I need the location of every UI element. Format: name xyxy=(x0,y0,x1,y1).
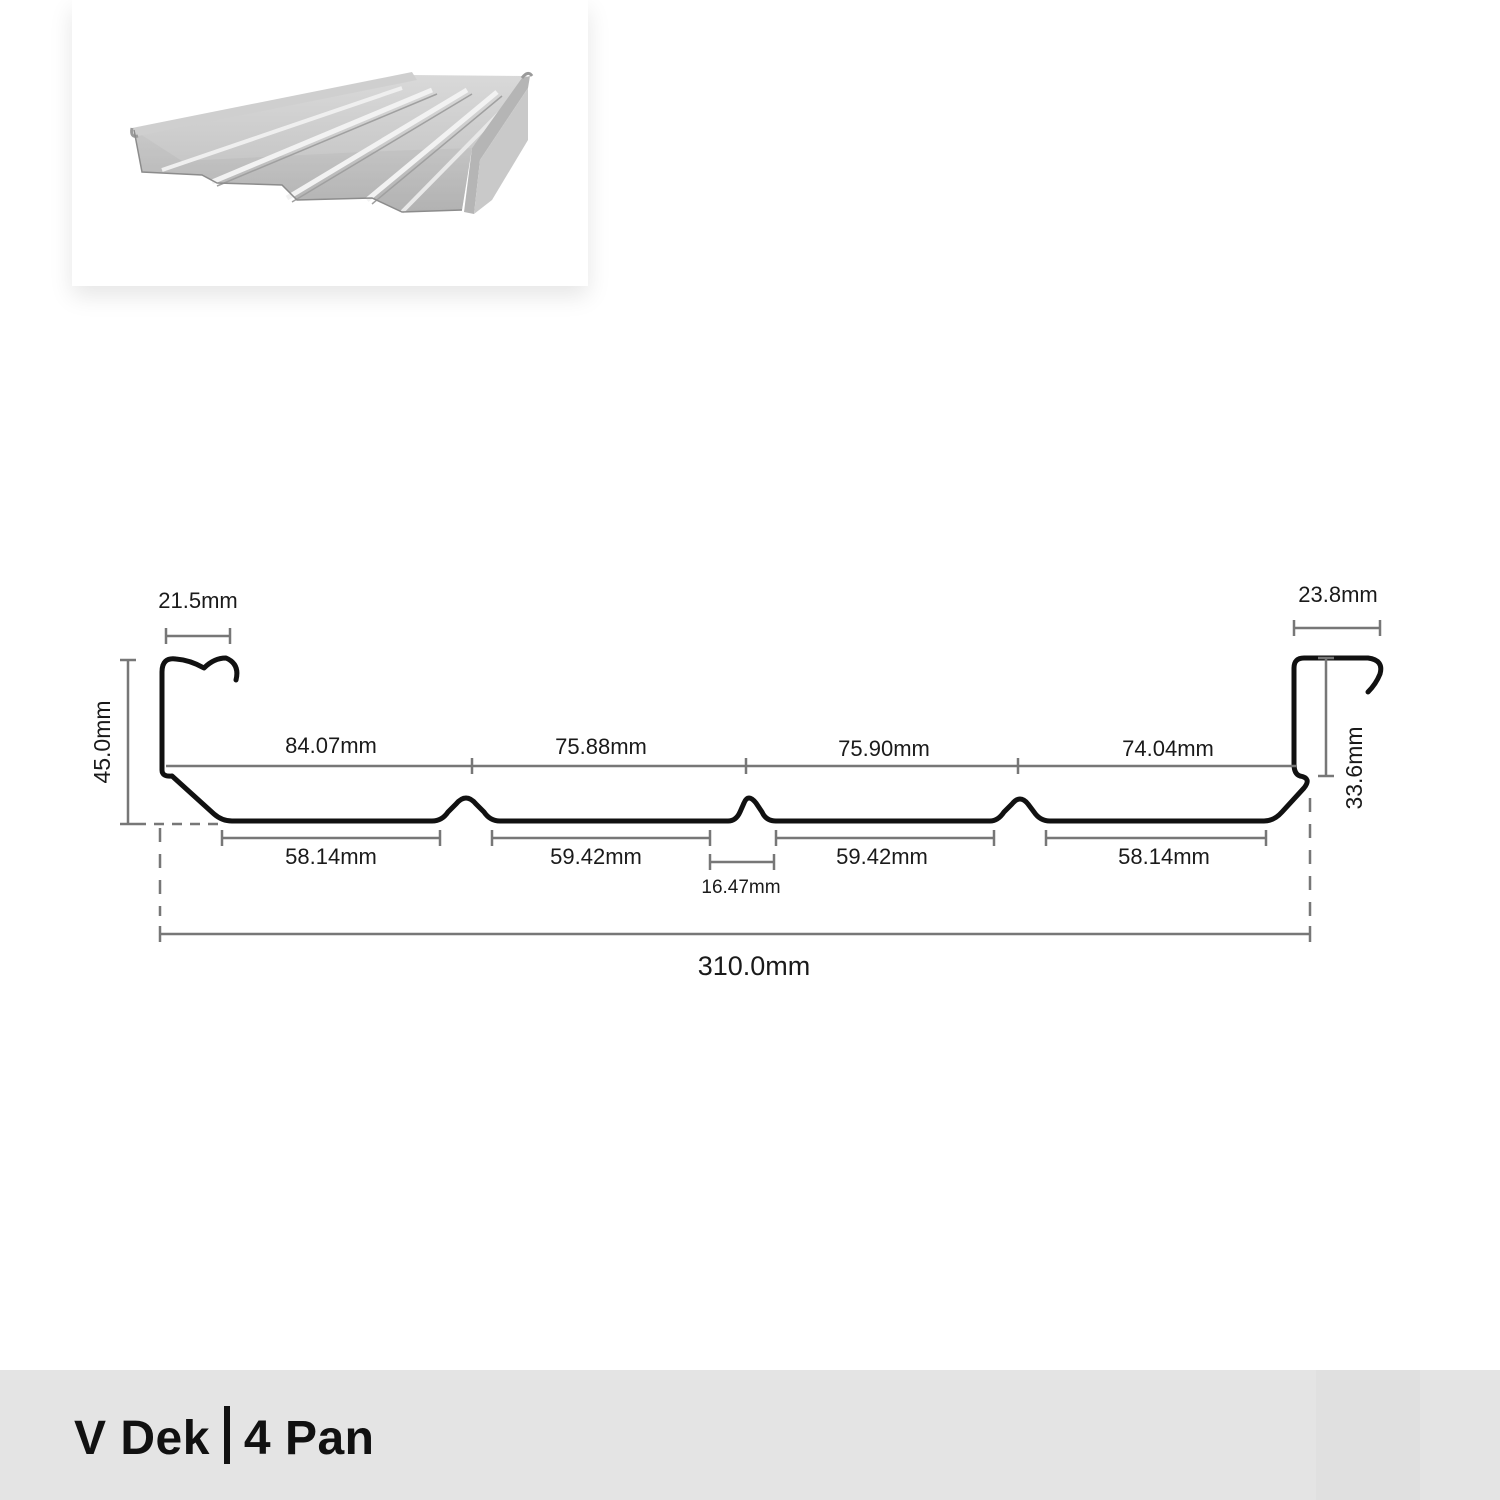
top-span-label-1: 84.07mm xyxy=(285,733,377,758)
top-span-label-4: 74.04mm xyxy=(1122,736,1214,761)
product-name: V Dek xyxy=(74,1412,210,1465)
right-lip-width-label: 23.8mm xyxy=(1298,582,1378,607)
right-lip-width-dimension xyxy=(1294,620,1380,636)
right-rib-height-dimension xyxy=(1318,658,1334,776)
overall-height-dimension xyxy=(120,660,218,824)
pan-width-dimensions xyxy=(222,830,1266,846)
product-title xyxy=(74,1406,374,1466)
pan-width-label-1: 58.14mm xyxy=(285,844,377,869)
product-variant: 4 Pan xyxy=(243,1412,375,1465)
pan-width-label-2: 59.42mm xyxy=(550,844,642,869)
pan-width-label-3: 59.42mm xyxy=(836,844,928,869)
left-lip-width-label: 21.5mm xyxy=(158,588,238,613)
top-span-label-3: 75.90mm xyxy=(838,736,930,761)
left-lip-width-dimension xyxy=(166,628,230,644)
cover-width-label: 310.0mm xyxy=(697,951,811,981)
title-separator xyxy=(224,1406,230,1464)
right-rib-height-label: 33.6mm xyxy=(1341,726,1367,810)
stiffener-width-dimension xyxy=(710,854,774,870)
top-span-label-2: 75.88mm xyxy=(555,734,647,759)
pan-width-label-4: 58.14mm xyxy=(1118,844,1210,869)
footer-shade xyxy=(1316,1370,1420,1500)
footer-bar xyxy=(0,1370,1500,1500)
stiffener-width-label: 16.47mm xyxy=(701,877,781,898)
overall-height-label: 45.0mm xyxy=(89,700,115,784)
